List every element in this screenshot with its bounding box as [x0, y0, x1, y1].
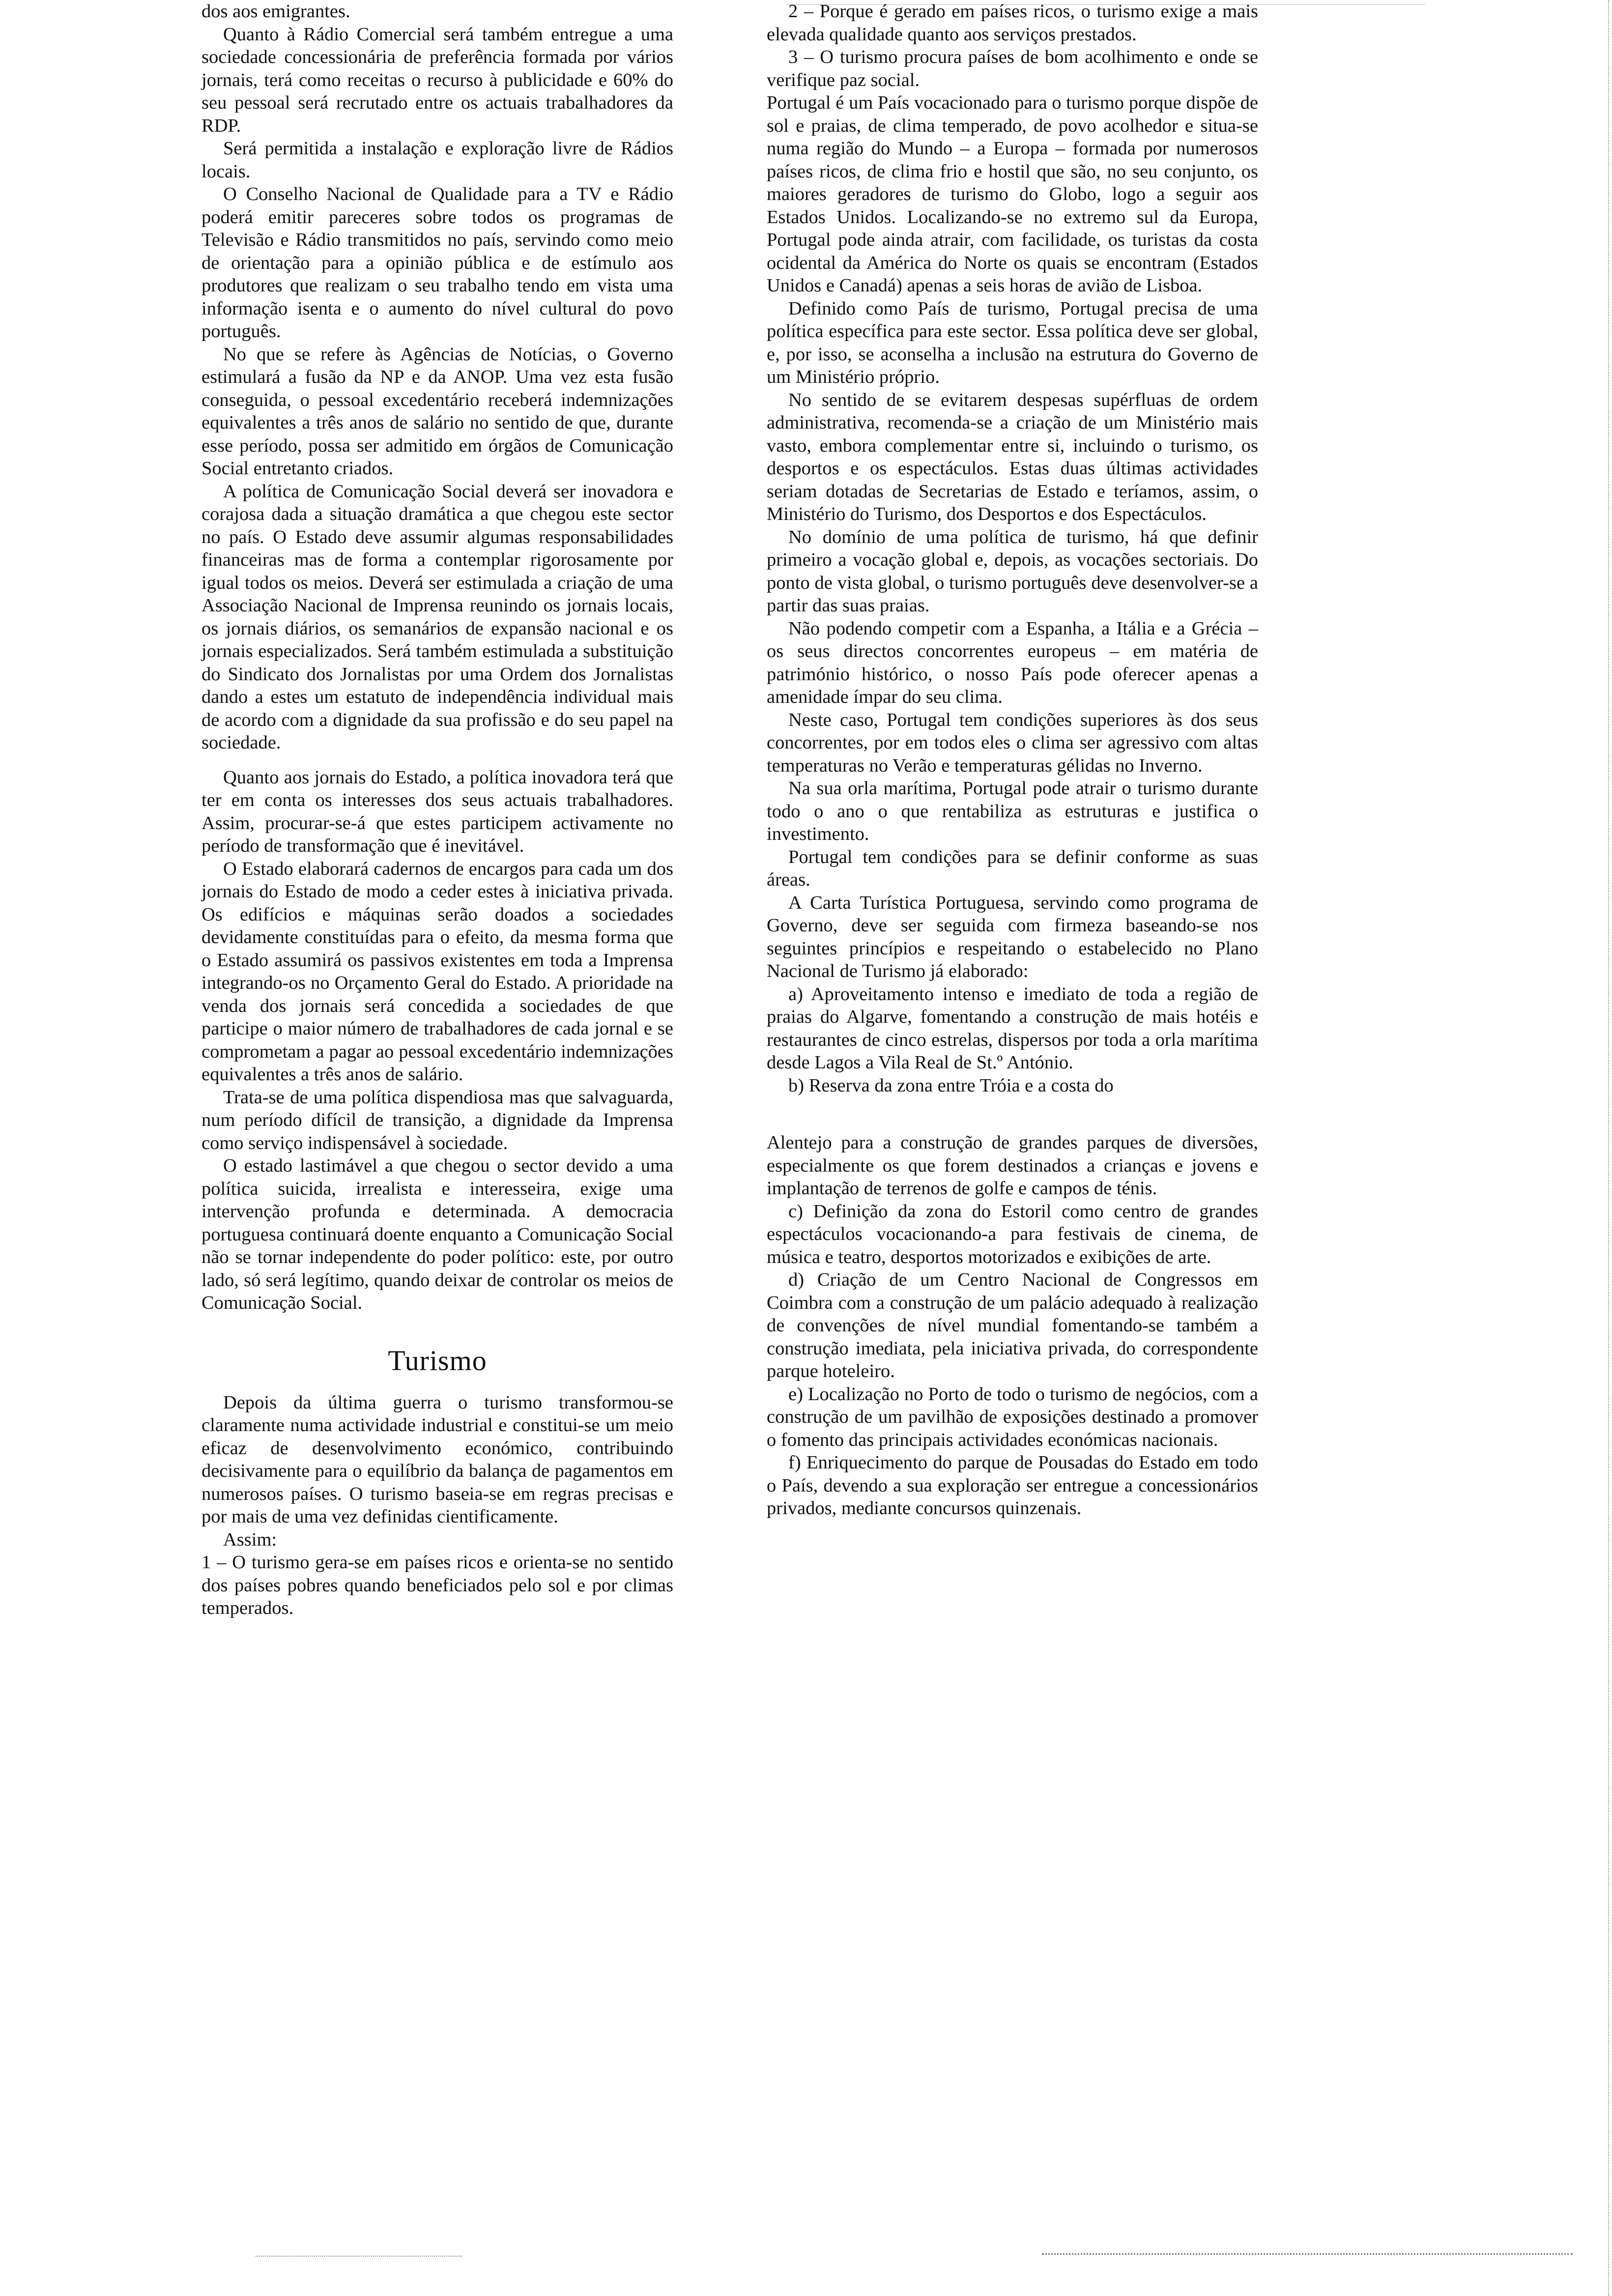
paragraph: 1 – O turismo gera-se em países ricos e orienta-se no sentido dos países pobres quando beneficiados pelo sol e por climas temperados.: [202, 1552, 673, 1618]
paragraph: O Conselho Nacional de Qualidade para a TV e Rádio poderá emitir pareceres sobre todos os programas de Televisão e Rádio transmitidos no país, servindo como meio de orientação para a opinião pública e de estímulo aos produtores que realizam o seu trabalho tendo em vista uma informação isenta e o aumento do nível cultural do povo português.: [202, 184, 673, 342]
right-paragraphs: [767, 0, 1258, 1097]
paragraph: b) Reserva da zona entre Tróia e a costa do: [788, 1075, 1114, 1096]
paragraph: 3 – O turismo procura países de bom acolhimento e onde se verifique paz social.: [767, 47, 1258, 90]
paragraph: No sentido de se evitarem despesas supérfluas de ordem administrativa, recomenda-se a criação de um Ministério mais vasto, embora complementar entre si, incluindo o turismo, os desportos e os espectáculos. Estas duas últimas actividades seriam dotadas de Secretarias de Estado e teríamos, assim, o Ministério do Turismo, dos Desportos e dos Espectáculos.: [767, 389, 1258, 524]
paragraph: dos aos emigrantes.: [202, 1, 350, 22]
section-title-turismo: Turismo: [388, 1344, 487, 1377]
scan-edge-bottom-left: [256, 2256, 462, 2257]
paragraph: Depois da última guerra o turismo transformou-se claramente numa actividade industrial e constitui-se um meio eficaz de desenvolvimento económico, contribuindo decisivamente para o equilíbrio da balança de pagamentos em numerosos países. O turismo baseia-se em regras precisas e por mais de uma vez definidas cientificamente.: [202, 1392, 673, 1527]
paragraph: Na sua orla marítima, Portugal pode atrair o turismo durante todo o ano o que rentabiliza as estruturas e justifica o investimento.: [767, 778, 1258, 844]
paragraph: Portugal tem condições para se definir conforme as suas áreas.: [767, 846, 1258, 890]
scan-edge-bottom: [1042, 2253, 1573, 2255]
left-column: [202, 0, 673, 1620]
paragraph: d) Criação de um Centro Nacional de Congressos em Coimbra com a construção de um palácio adequado à realização de convenções de nível mundial fomentando-se também a construção imediata, pela iniciativa privada, do correspondente parque hoteleiro.: [767, 1269, 1258, 1381]
turismo-paragraphs: [202, 1391, 673, 1620]
paragraph: Alentejo para a construção de grandes parques de diversões, especialmente os que forem destinados a crianças e jovens e implantação de terrenos de golfe e campos de ténis.: [767, 1132, 1258, 1199]
paragraph: Assim:: [223, 1529, 277, 1550]
paragraph: Quanto à Rádio Comercial será também entregue a uma sociedade concessionária de preferência formada por vários jornais, terá como receitas o recurso à publicidade e 60% do seu pessoal será recrutado entre os actuais trabalhadores da RDP.: [202, 24, 673, 136]
scan-edge-right: [1608, 0, 1612, 2296]
left-paragraphs: [202, 0, 673, 1315]
paragraph: No domínio de uma política de turismo, há que definir primeiro a vocação global e, depois, as vocações sectoriais. Do ponto de vista global, o turismo português deve desenvolver-se a partir das suas praias.: [767, 526, 1258, 616]
paragraph: Definido como País de turismo, Portugal precisa de uma política específica para este sector. Essa política deve ser global, e, por isso, se aconselha a inclusão na estrutura do Governo de um Ministério próprio.: [767, 298, 1258, 387]
right-column: [767, 0, 1258, 1520]
paragraph: A Carta Turística Portuguesa, servindo como programa de Governo, deve ser seguida com firmeza baseando-se nos seguintes princípios e respeitando o estabelecido no Plano Nacional de Turismo já elaborado:: [767, 892, 1258, 981]
paragraph: O estado lastimável a que chegou o sector devido a uma política suicida, irrealista e interesseira, exige uma intervenção profunda e determinada. A democracia portuguesa continuará doente enquanto a Comunicação Social não se tornar independente do poder político: este, por outro lado, só será legítimo, quando deixar de controlar os meios de Comunicação Social.: [202, 1155, 673, 1313]
paragraph: Trata-se de uma política dispendiosa mas que salvaguarda, num período difícil de transição, a dignidade da Imprensa como serviço indispensável à sociedade.: [202, 1087, 673, 1153]
paragraph: f) Enriquecimento do parque de Pousadas do Estado em todo o País, devendo a sua exploração ser entregue a concessionários privados, mediante concursos quinzenais.: [767, 1452, 1258, 1519]
paragraph: O Estado elaborará cadernos de encargos para cada um dos jornais do Estado de modo a ceder estes à iniciativa privada. Os edifícios e máquinas serão doados a sociedades devidamente constituídas para o efeito, da mesma forma que o Estado assumirá os passivos existentes em toda a Imprensa integrando-os no Orçamento Geral do Estado. A prioridade na venda dos jornais será concedida a sociedades de que participe o maior número de trabalhadores de cada jornal e se comprometam a pagar ao pessoal excedentário indemnizações equivalentes a três anos de salário.: [202, 858, 673, 1085]
paragraph: A política de Comunicação Social deverá ser inovadora e corajosa dada a situação dramática a que chegou este sector no país. O Estado deve assumir algumas responsabilidades financeiras mas de forma a contemplar rigorosamente por igual todos os meios. Deverá ser estimulada a criação de uma Associação Nacional de Imprensa reunindo os jornais locais, os jornais diários, os semanários de expansão nacional e os jornais especializados. Será também estimulada a substituição do Sindicato dos Jornalistas por uma Ordem dos Jornalistas dando a estes um estatuto de independência individual mais de acordo com a dignidade da sua profissão e do seu papel na sociedade.: [202, 481, 673, 753]
paragraph: Portugal é um País vocacionado para o turismo porque dispõe de sol e praias, de clima temperado, de povo acolhedor e situa-se numa região do Mundo – a Europa – formada por numerosos países ricos, de clima frio e hostil que são, no seu conjunto, os maiores geradores de turismo do Globo, logo a seguir aos Estados Unidos. Localizando-se no extremo sul da Europa, Portugal pode ainda atrair, com facilidade, os turistas da costa ocidental da América do Norte os quais se encontram (Estados Unidos e Canadá) apenas a seis horas de avião de Lisboa.: [767, 92, 1258, 296]
paragraph: Não podendo competir com a Espanha, a Itália e a Grécia – os seus directos concorrentes europeus – em matéria de património histórico, o nosso País pode oferecer apenas a amenidade ímpar do seu clima.: [767, 618, 1258, 707]
paragraph: e) Localização no Porto de todo o turismo de negócios, com a construção de um pavilhão de exposições destinado a promover o fomento das principais actividades económicas nacionais.: [767, 1383, 1258, 1450]
paragraph: a) Aproveitamento intenso e imediato de toda a região de praias do Algarve, fomentando a construção de mais hotéis e restaurantes de cinco estrelas, dispersos por toda a orla marítima desde Lagos a Vila Real de St.º António.: [767, 983, 1258, 1073]
paragraph: 2 – Porque é gerado em países ricos, o turismo exige a mais elevada qualidade quanto aos serviços prestados.: [767, 1, 1258, 45]
paragraph: Neste caso, Portugal tem condições superiores às dos seus concorrentes, por em todos eles o clima ser agressivo com altas temperaturas no Verão e temperaturas gélidas no Inverno.: [767, 709, 1258, 776]
paragraph: Será permitida a instalação e exploração livre de Rádios locais.: [202, 138, 673, 182]
paragraph: c) Definição da zona do Estoril como centro de grandes espectáculos vocacionando-a para festivais de cinema, de música e teatro, desportos motorizados e exibições de arte.: [767, 1201, 1258, 1267]
column-break: [767, 1097, 1258, 1131]
right-continued-paragraphs: [767, 1131, 1258, 1520]
paragraph: Quanto aos jornais do Estado, a política inovadora terá que ter em conta os interesses dos seus actuais trabalhadores. Assim, procurar-se-á que estes participem activamente no período de transformação que é inevitável.: [202, 767, 673, 856]
paragraph: No que se refere às Agências de Notícias, o Governo estimulará a fusão da NP e da ANOP. Uma vez esta fusão conseguida, o pessoal excedentário receberá indemnizações equivalentes a três anos de salário no sentido de que, durante esse período, possa ser admitido em órgãos de Comunicação Social entretanto criados.: [202, 344, 673, 479]
